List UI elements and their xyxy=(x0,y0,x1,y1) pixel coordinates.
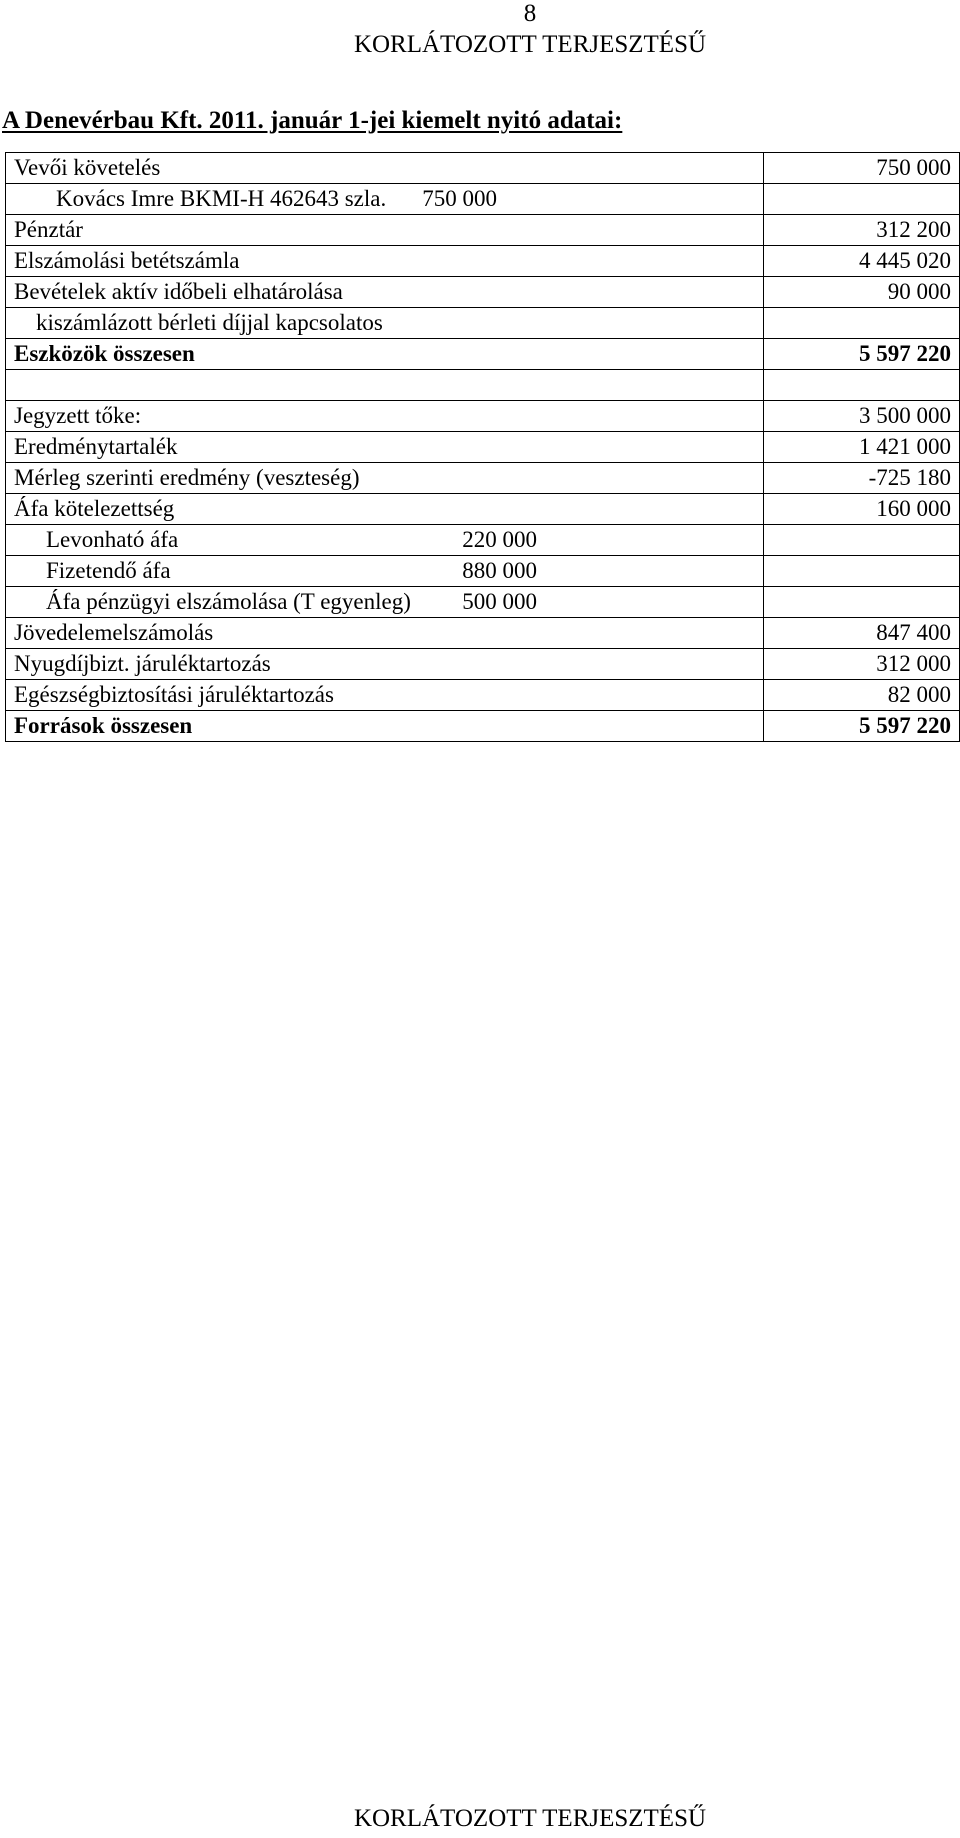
row-label: kiszámlázott bérleti díjjal kapcsolatos xyxy=(6,308,461,339)
row-label xyxy=(6,370,461,401)
table-row xyxy=(6,587,960,618)
row-amount: 1 421 000 xyxy=(764,432,960,463)
row-label: Vevői követelés xyxy=(6,153,461,184)
row-sub-amount xyxy=(460,277,764,308)
table-row xyxy=(6,308,960,339)
table-row xyxy=(6,556,960,587)
row-amount xyxy=(764,370,960,401)
row-label: Levonható áfa xyxy=(6,525,461,556)
row-label: Jegyzett tőke: xyxy=(6,401,461,432)
row-amount: 3 500 000 xyxy=(764,401,960,432)
table-row xyxy=(6,277,960,308)
table-row xyxy=(6,525,960,556)
row-sub-amount xyxy=(460,401,764,432)
table-row xyxy=(6,432,960,463)
row-sub-amount xyxy=(460,246,764,277)
row-sub-amount xyxy=(460,215,764,246)
row-label: Pénztár xyxy=(6,215,461,246)
footer-classification: KORLÁTOZOTT TERJESZTÉSŰ xyxy=(353,1805,707,1832)
row-sub-amount xyxy=(460,494,764,525)
row-sub-amount: 880 000 xyxy=(460,556,764,587)
header-classification: KORLÁTOZOTT TERJESZTÉSŰ xyxy=(353,31,707,58)
row-label: Elszámolási betétszámla xyxy=(6,246,461,277)
table-row xyxy=(6,401,960,432)
table-row xyxy=(6,618,960,649)
row-sub-amount xyxy=(460,711,764,742)
row-sub-amount xyxy=(460,618,764,649)
row-label: Egészségbiztosítási járuléktartozás xyxy=(6,680,461,711)
row-amount: 90 000 xyxy=(764,277,960,308)
row-amount xyxy=(764,184,960,215)
table-row xyxy=(6,711,960,742)
row-label: Fizetendő áfa xyxy=(6,556,461,587)
document-title: A Denevérbau Kft. 2011. január 1-jei kiemelt nyitó adatai: xyxy=(2,107,623,134)
row-sub-amount xyxy=(460,432,764,463)
row-label: Eszközök összesen xyxy=(6,339,461,370)
row-label: Kovács Imre BKMI-H 462643 szla. xyxy=(6,184,461,215)
table-row xyxy=(6,463,960,494)
row-amount: 847 400 xyxy=(764,618,960,649)
row-sub-amount: 750 000 xyxy=(422,184,726,215)
table-row xyxy=(6,246,960,277)
table-row xyxy=(6,153,960,184)
row-amount: 5 597 220 xyxy=(764,339,960,370)
row-label: Források összesen xyxy=(6,711,461,742)
row-label: Áfa pénzügyi elszámolása (T egyenleg) xyxy=(6,587,461,618)
row-amount: 4 445 020 xyxy=(764,246,960,277)
row-amount: 160 000 xyxy=(764,494,960,525)
row-label: Jövedelemelszámolás xyxy=(6,618,461,649)
row-label: Eredménytartalék xyxy=(6,432,461,463)
row-amount xyxy=(764,587,960,618)
page-number: 8 xyxy=(523,0,537,27)
table-row xyxy=(6,339,960,370)
row-amount: 750 000 xyxy=(764,153,960,184)
table-row xyxy=(6,494,960,525)
row-sub-amount xyxy=(460,680,764,711)
row-sub-amount xyxy=(460,370,764,401)
row-sub-amount xyxy=(460,649,764,680)
row-sub-amount xyxy=(460,308,764,339)
row-label: Bevételek aktív időbeli elhatárolása xyxy=(6,277,461,308)
row-sub-amount xyxy=(460,463,764,494)
row-amount: 5 597 220 xyxy=(764,711,960,742)
table-row xyxy=(6,680,960,711)
table-row xyxy=(6,215,960,246)
table-row xyxy=(6,649,960,680)
row-label: Mérleg szerinti eredmény (veszteség) xyxy=(6,463,461,494)
row-sub-amount: 500 000 xyxy=(460,587,764,618)
opening-balance-table xyxy=(5,152,960,742)
row-amount xyxy=(764,525,960,556)
row-label: Nyugdíjbizt. járuléktartozás xyxy=(6,649,461,680)
row-amount: -725 180 xyxy=(764,463,960,494)
row-amount: 312 000 xyxy=(764,649,960,680)
row-amount xyxy=(764,556,960,587)
row-sub-amount: 220 000 xyxy=(460,525,764,556)
table-row xyxy=(6,370,960,401)
row-amount: 312 200 xyxy=(764,215,960,246)
row-label: Áfa kötelezettség xyxy=(6,494,461,525)
row-amount: 82 000 xyxy=(764,680,960,711)
row-sub-amount xyxy=(460,153,764,184)
row-amount xyxy=(764,308,960,339)
table-row xyxy=(6,184,960,215)
row-sub-amount xyxy=(460,339,764,370)
